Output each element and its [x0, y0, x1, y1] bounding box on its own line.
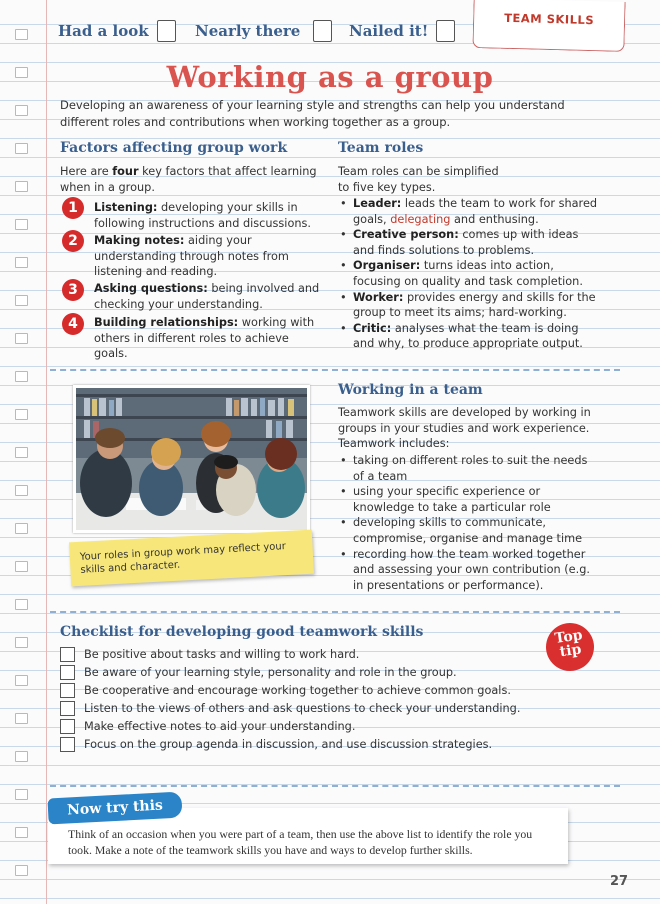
checklist-checkbox[interactable]	[60, 647, 75, 662]
factor-number-4: 4	[62, 313, 84, 335]
now-try-this-label: Now try this	[47, 792, 182, 825]
divider	[50, 785, 620, 787]
list-item: • Leader: leads the team to work for shared goals, delegating and enthusing.	[338, 196, 598, 227]
factor-item: Listening: developing your skills in following instructions and discussions.	[94, 201, 311, 230]
team-roles-intro: Team roles can be simplified to five key types.	[338, 165, 499, 194]
checklist-item: Be cooperative and encourage working together to achieve common goals.	[60, 683, 580, 701]
team-roles-list	[338, 196, 598, 352]
list-item: • Organiser: turns ideas into action, focusing on quality and task completion.	[338, 258, 598, 289]
list-item: • Worker: provides energy and skills for the group to meet its aims; hard-working.	[338, 290, 598, 321]
checklist-checkbox[interactable]	[60, 719, 75, 734]
checklist-checkbox[interactable]	[60, 701, 75, 716]
intro-text: Developing an awareness of your learning style and strengths can help you understand different roles and contributions when working together as a group.	[60, 98, 565, 129]
page-number: 27	[610, 874, 629, 889]
working-in-team-intro: Teamwork skills are developed by working in groups in your studies and work experience. Teamwork includes:	[338, 406, 591, 451]
factor-item: Asking questions: being involved and checking your understanding.	[94, 282, 320, 311]
had-a-look-checkbox[interactable]	[157, 20, 176, 42]
factor-number-1: 1	[62, 197, 84, 219]
working-in-team-list	[338, 453, 593, 593]
factor-item: Making notes: aiding your understanding through notes from listening and reading.	[94, 234, 289, 279]
checklist-item: Be positive about tasks and willing to work hard.	[60, 647, 580, 665]
group-study-photo	[73, 385, 310, 533]
nearly-there-checkbox[interactable]	[313, 20, 332, 42]
checklist-checkbox[interactable]	[60, 683, 75, 698]
page-title: Working as a group	[166, 60, 494, 94]
factor-number-2: 2	[62, 230, 84, 252]
nailed-it-label: Nailed it!	[349, 22, 429, 40]
factors-intro: Here are four key factors that affect learning when in a group.	[60, 165, 317, 194]
checklist-checkbox[interactable]	[60, 665, 75, 680]
divider	[50, 369, 620, 371]
list-item: • Creative person: comes up with ideas and finds solutions to problems.	[338, 227, 598, 258]
working-in-team-heading: Working in a team	[338, 382, 483, 398]
binder-holes	[0, 0, 40, 904]
list-item: • taking on different roles to suit the needs of a team	[338, 453, 593, 484]
section-tab-label: TEAM SKILLS	[504, 10, 595, 28]
checklist-item: Be aware of your learning style, personality and role in the group.	[60, 665, 580, 683]
checklist-item: Focus on the group agenda in discussion, and use discussion strategies.	[60, 737, 580, 755]
section-tab	[472, 0, 625, 52]
photo-caption: Your roles in group work may reflect your skills and character.	[79, 541, 287, 576]
top-tip-badge: Top tip	[543, 620, 597, 674]
had-a-look-label: Had a look	[58, 22, 149, 40]
nearly-there-label: Nearly there	[195, 22, 301, 40]
margin-line	[46, 0, 47, 904]
checklist-checkbox[interactable]	[60, 737, 75, 752]
checklist-heading: Checklist for developing good teamwork skills	[60, 624, 424, 640]
divider	[50, 611, 620, 613]
delegating-highlight: delegating	[390, 212, 451, 226]
list-item: • recording how the team worked together and assessing your own contribution (e.g. in presentations or performance).	[338, 547, 593, 594]
checklist-item: Make effective notes to aid your understanding.	[60, 719, 580, 737]
list-item: • developing skills to communicate, compromise, organise and manage time	[338, 515, 593, 546]
factor-number-3: 3	[62, 279, 84, 301]
checklist-item: Listen to the views of others and ask questions to check your understanding.	[60, 701, 580, 719]
list-item: • Critic: analyses what the team is doing and why, to produce appropriate output.	[338, 321, 598, 352]
factors-heading: Factors affecting group work	[60, 140, 288, 156]
now-try-this-text: Think of an occasion when you were part of a team, then use the above list to identify the role you took. Make a note of the teamwork skills you have and ways to develop further skills.	[68, 827, 533, 857]
factor-item: Building relationships: working with others in different roles to achieve goals.	[94, 316, 315, 361]
team-roles-heading: Team roles	[338, 140, 424, 156]
list-item: • using your specific experience or knowledge to take a particular role	[338, 484, 593, 515]
photo-caption-note	[69, 530, 314, 587]
nailed-it-checkbox[interactable]	[436, 20, 455, 42]
